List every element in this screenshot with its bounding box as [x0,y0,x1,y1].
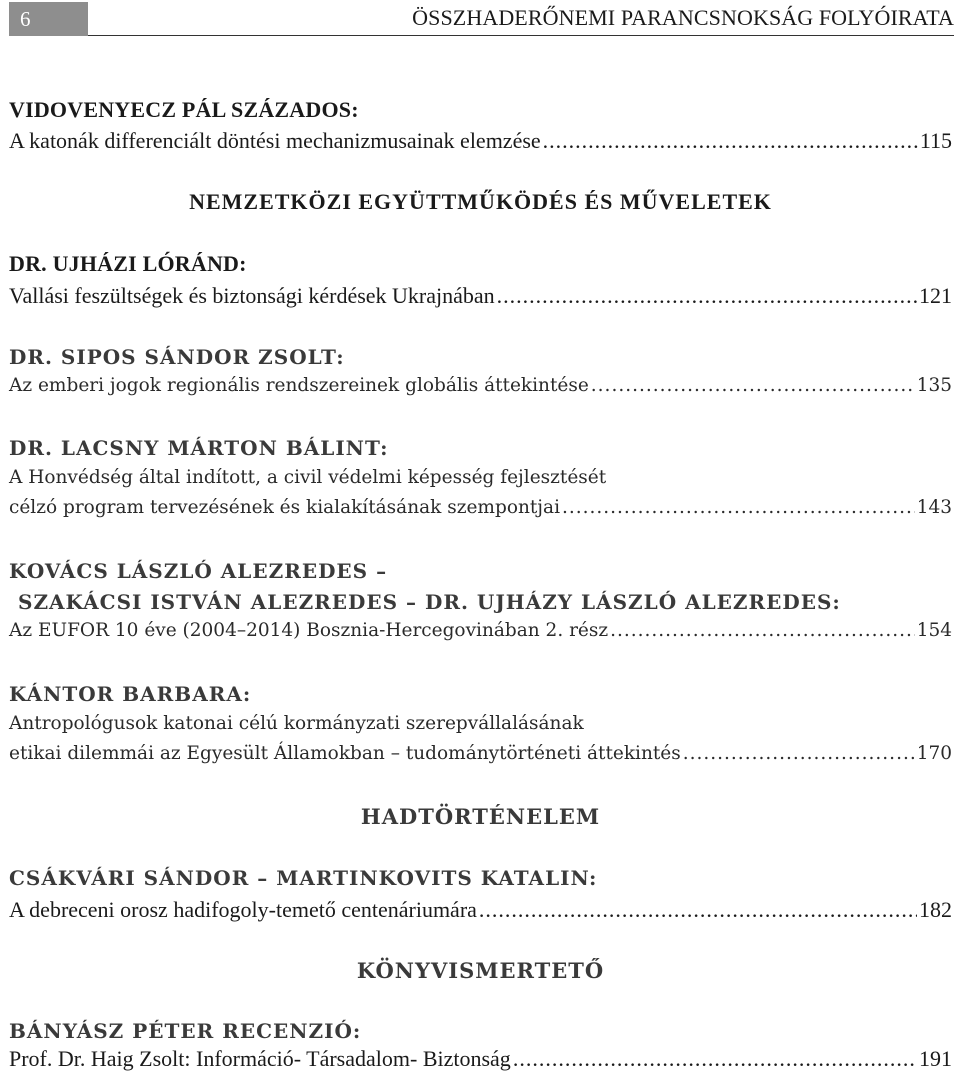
toc-title: célzó program tervezésének és kialakításának szempontjai [9,497,560,518]
toc-author: VIDOVENYECZ PÁL SZÁZADOS: [9,97,359,122]
toc-page-number: 115 [919,128,952,153]
toc-title: Az emberi jogok regionális rendszereinek globális áttekintése [9,375,589,396]
toc-title: Az EUFOR 10 éve (2004–2014) Bosznia-Hercegovinában 2. rész [9,620,609,641]
section-heading: KÖNYVISMERTETŐ [356,958,605,983]
toc-page-number: 182 [919,897,952,922]
leader-dots [591,375,915,396]
leader-dots [683,743,915,764]
toc-title: A debreceni orosz hadifogoly-temető centenáriumára [9,897,477,922]
toc-author: SZAKÁCSI ISTVÁN ALEZREDES – DR. UJHÁZY LÁSZLÓ ALEZREDES: [18,590,841,614]
toc-entry[interactable] [9,128,952,156]
section-heading: HADTÖRTÉNELEM [360,804,601,829]
toc-page-number: 143 [916,497,952,518]
leader-dots [497,283,917,309]
leader-dots [479,897,917,923]
toc-entry[interactable] [9,897,952,925]
toc-author: KOVÁCS LÁSZLÓ ALEZREDES – [9,559,388,583]
leader-dots [610,620,915,641]
toc-title: etikai dilemmái az Egyesült Államokban – tudománytörténeti áttekintés [9,743,681,764]
page-number-badge [9,2,88,36]
toc-page-number: 191 [919,1046,952,1071]
toc-author: DR. LACSNY MÁRTON BÁLINT: [9,436,389,460]
toc-author: DR. SIPOS SÁNDOR ZSOLT: [9,345,345,369]
toc-entry[interactable] [9,743,952,771]
journal-title: ÖSSZHADERŐNEMI PARANCSNOKSÁG FOLYÓIRATA [412,5,954,30]
header-rule [88,35,954,36]
section-heading: NEMZETKÖZI EGYÜTTMŰKÖDÉS ÉS MŰVELETEK [189,189,772,214]
toc-title-line: Antropológusok katonai célú kormányzati szerepvállalásának [9,713,584,734]
toc-author: DR. UJHÁZI LÓRÁND: [9,251,247,276]
toc-page-number: 135 [916,375,952,396]
toc-entry[interactable] [9,497,952,525]
toc-title: A katonák differenciált döntési mechanizmusainak elemzése [9,128,541,153]
toc-entry[interactable] [9,1046,952,1074]
leader-dots [562,497,915,518]
toc-entry[interactable] [9,283,952,311]
toc-page-number: 121 [919,283,952,308]
leader-dots [513,1046,917,1072]
toc-author: KÁNTOR BARBARA: [9,682,252,706]
toc-entry[interactable] [9,620,952,648]
toc-entry[interactable] [9,375,952,403]
toc-page-number: 170 [916,743,952,764]
toc-author: CSÁKVÁRI SÁNDOR – MARTINKOVITS KATALIN: [9,866,598,890]
toc-page-number: 154 [916,620,952,641]
toc-title: Vallási feszültségek és biztonsági kérdések Ukrajnában [9,283,495,308]
page-number: 6 [20,7,31,31]
toc-title-line: A Honvédség által indított, a civil védelmi képesség fejlesztését [9,467,607,488]
toc-title: Prof. Dr. Haig Zsolt: Információ- Társadalom- Biztonság [9,1046,511,1071]
toc-author: BÁNYÁSZ PÉTER RECENZIÓ: [9,1019,362,1043]
leader-dots [543,128,918,154]
